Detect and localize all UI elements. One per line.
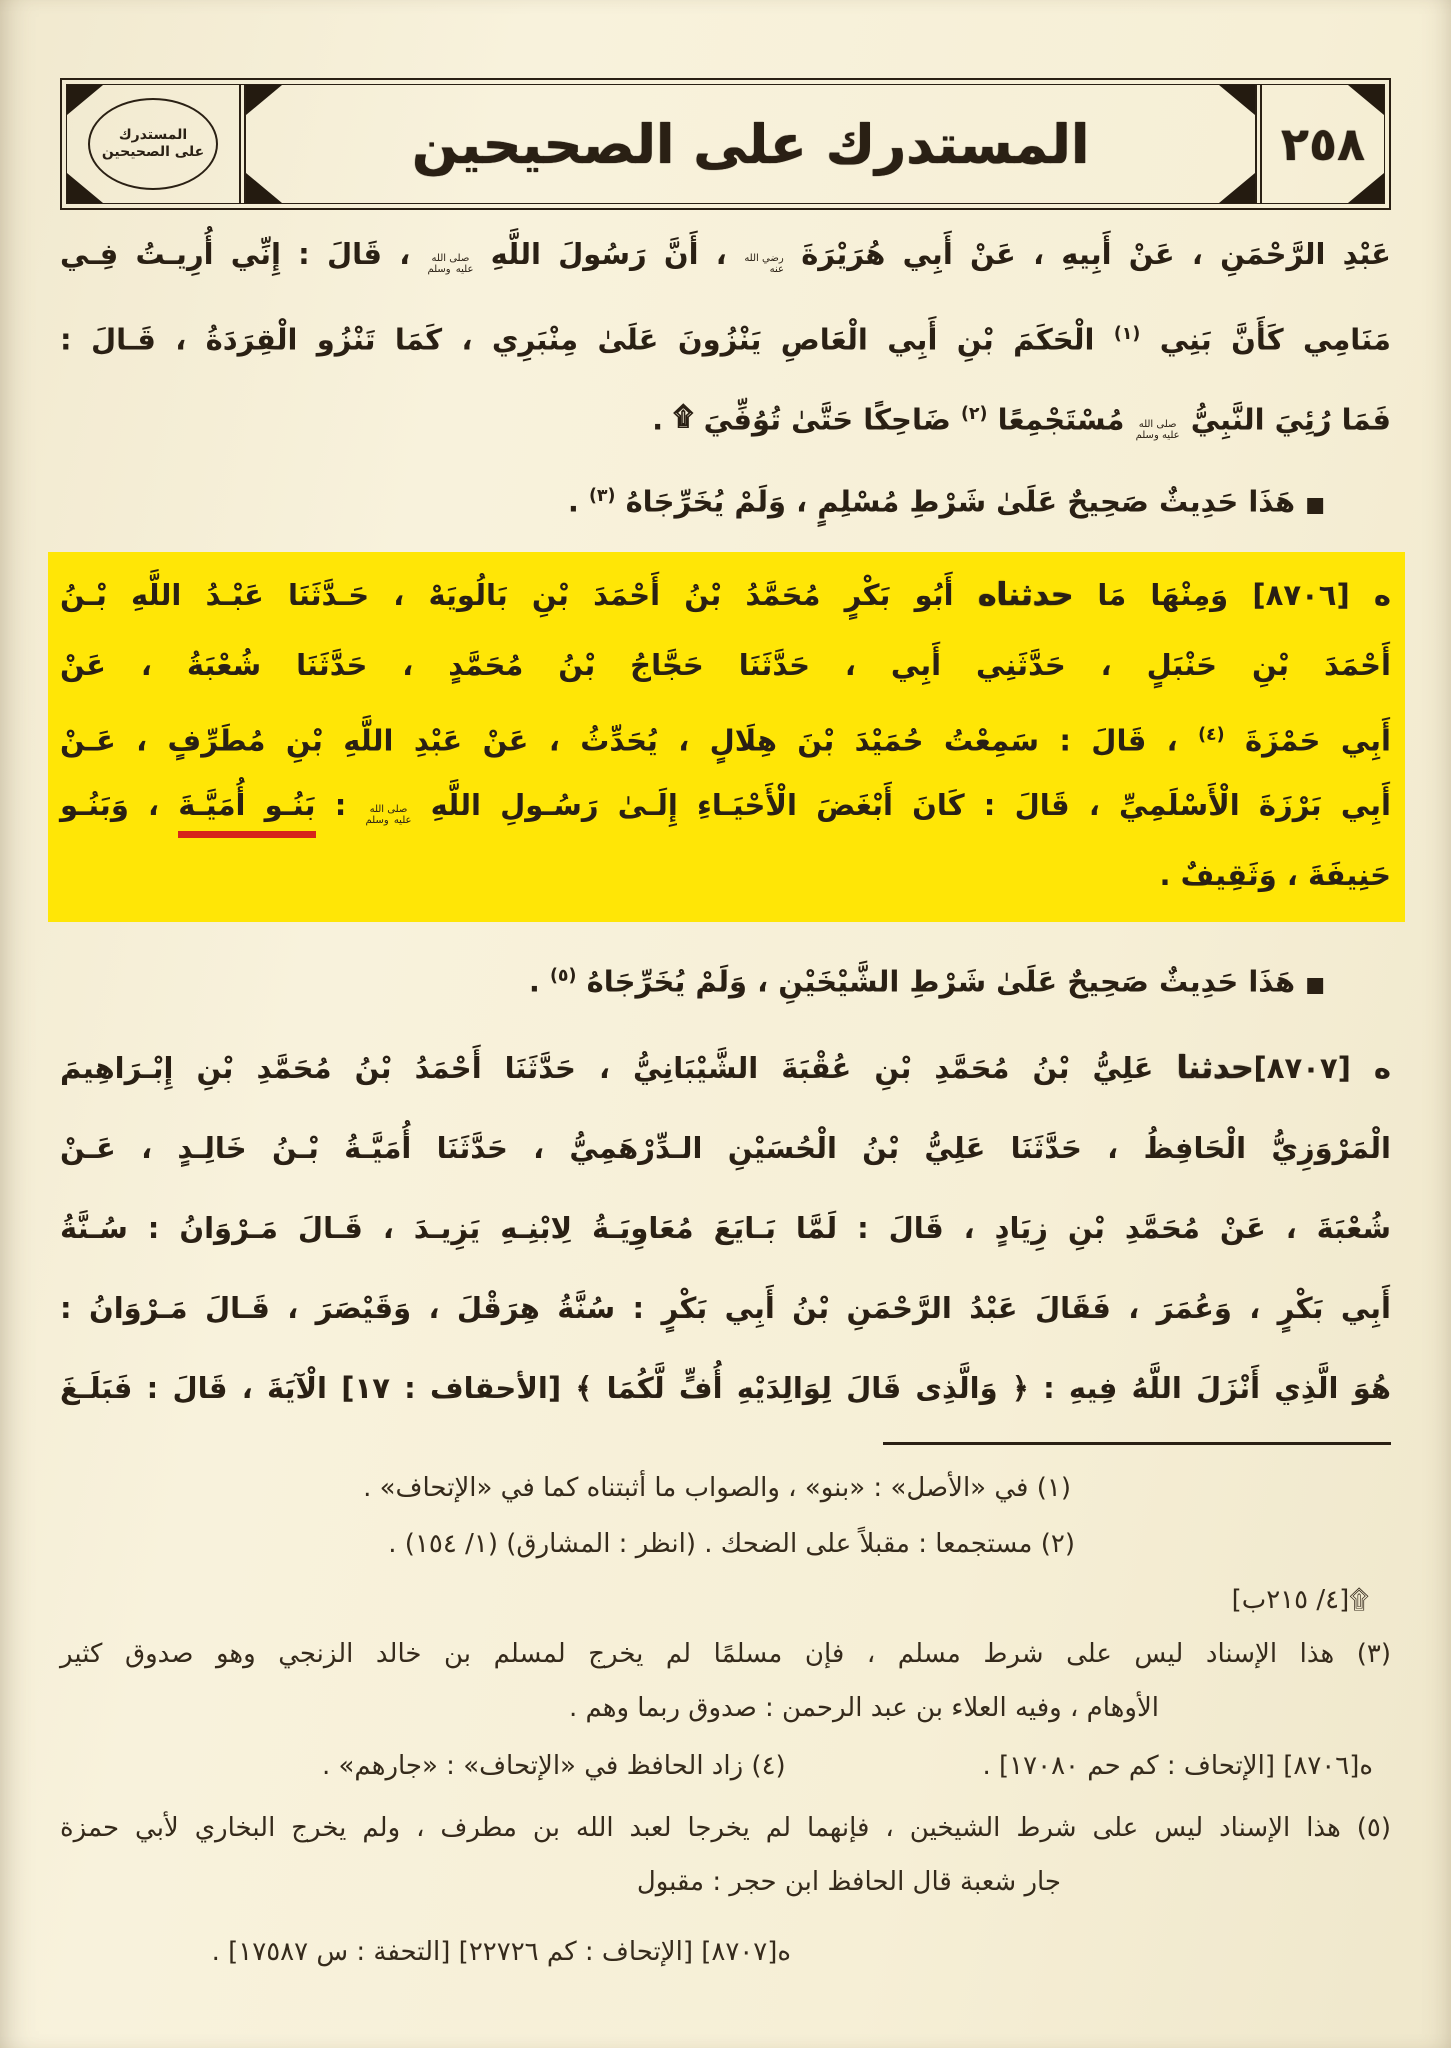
text-segment: حَنِيفَةَ ، وَثَقِيفٌ .	[1159, 858, 1391, 892]
book-logo	[88, 98, 218, 190]
page-header	[60, 78, 1391, 210]
hadith-8706-line-4	[60, 770, 1391, 840]
text-segment: فَمَا رُئِيَ النَّبِيُّ	[1180, 402, 1391, 437]
salla-allahu-alayhi-seal-icon: صلى الله عليه وسلم	[365, 804, 412, 826]
footnote-1: (١) في «الأصل» : «بنو» ، والصواب ما أثبتناه كما في «الإتحاف» .	[363, 1473, 1071, 1503]
rubric-haddathana: حدثنا	[1176, 1050, 1254, 1086]
text-segment: .	[652, 402, 674, 437]
text-segment: الْحَكَمَ بْنِ أَبِي الْعَاصِ يَنْزُونَ عَلَىٰ مِنْبَرِي ، كَمَا تَنْزُو الْقِرَدَةُ ، قَـالَ :	[60, 322, 1114, 357]
highlighted-hadith-8706	[48, 552, 1405, 922]
hadith-8706-line-3	[60, 700, 1391, 770]
corner-ornament-icon	[1219, 85, 1255, 115]
hadith-start-marker: ه	[1349, 578, 1391, 612]
hadith-8707-line-4	[60, 1268, 1391, 1348]
corner-ornament-icon	[1348, 173, 1384, 203]
hadith-8706-line-2	[60, 630, 1391, 700]
hadith-number: [٨٧٠٦]	[1252, 578, 1350, 612]
radi-allahu-anhu-seal-icon: رضي الله عنه	[744, 253, 784, 275]
corner-ornament-icon	[246, 85, 282, 115]
text-segment: [الأحقاف : ١٧] الْآيَةَ ، قَالَ : فَبَلَـغَ	[60, 1371, 576, 1405]
red-underlined-banu-umayya: بَنُـو أُمَيَّـةَ	[178, 788, 315, 838]
black-square-marker-icon: ■	[1305, 492, 1325, 517]
footnote-ref-4: (٤)	[1198, 725, 1225, 745]
corner-ornament-icon	[1348, 85, 1384, 115]
text-segment: .	[567, 484, 589, 519]
header-frame	[66, 84, 1385, 204]
hadith-8706-line-1	[60, 560, 1391, 630]
corner-ornament-icon	[246, 173, 282, 203]
hadith-8707-line-2	[60, 1108, 1391, 1188]
header-logo-cartouche	[67, 85, 246, 203]
takhrij-ref-8706: ه[٨٧٠٦] [الإتحاف : كم حم ١٧٠٨٠] .	[982, 1751, 1373, 1781]
grade-text: هَذَا حَدِيثٌ صَحِيحٌ عَلَىٰ شَرْطِ الشَّيْخَيْنِ ، وَلَمْ يُخَرِّجَاهُ	[576, 964, 1306, 999]
grade-line-8706	[60, 936, 1391, 1016]
corner-ornament-icon	[1219, 173, 1255, 203]
text-segment: وَمِنْهَا مَا	[1073, 578, 1253, 612]
text-segment: ، قَالَ : إِنِّي أُرِيـتُ فِـي	[60, 237, 428, 271]
header-title-cell	[246, 85, 1255, 203]
text-segment: أَبِي حَمْزَةَ	[1224, 723, 1391, 758]
hadith-8707-line-3	[60, 1188, 1391, 1268]
text-segment: أَبُو بَكْرٍ مُحَمَّدُ بْنُ أَحْمَدَ بْنِ بَالُويَهْ ، حَـدَّثَنَا عَبْـدُ اللَّهِ بْـنُ	[60, 578, 978, 612]
page-number: ٢٥٨	[1280, 117, 1366, 171]
footnote-separator	[883, 1442, 1391, 1445]
footnote-5-line-1: (٥) هذا الإسناد ليس على شرط الشيخين ، فإنهما لم يخرجا لعبد الله بن مطرف ، ولم يخرج البخاري لأبي حمزة	[60, 1813, 1391, 1843]
hadith-8706-line-5	[60, 840, 1391, 910]
salla-allahu-alayhi-seal-icon: صلى الله عليه وسلم	[1135, 418, 1180, 441]
corner-ornament-icon	[67, 173, 103, 203]
hadith-8707-line-1	[60, 1028, 1391, 1108]
book-logo-text-1: المستدرك	[118, 126, 188, 143]
text-segment: أَحْمَدَ بْنِ حَنْبَلٍ ، حَدَّثَنِي أَبِي ، حَدَّثَنَا حَجَّاجُ بْنُ مُحَمَّدٍ ، حَدَّثَنَا شُعْبَةُ ، عَنْ	[60, 648, 1391, 682]
footnote-5-line-2: جار شعبة قال الحافظ ابن حجر : مقبول	[636, 1867, 1061, 1897]
footnote-3-line-2: الأوهام ، وفيه العلاء بن عبد الرحمن : صدوق ربما وهم .	[568, 1693, 1159, 1723]
hadith-number: [٨٧٠٧]	[1253, 1051, 1351, 1085]
text-segment: هُوَ الَّذِي أَنْزَلَ اللَّهُ فِيهِ :	[1028, 1371, 1391, 1405]
hadith-8705-line-1	[60, 214, 1391, 294]
footnotes-section	[60, 1461, 1391, 1979]
page-body	[60, 214, 1391, 1428]
salla-allahu-alayhi-seal-icon: صلى الله عليه وسلم	[427, 253, 474, 275]
text-segment: عَلِيُّ بْنُ مُحَمَّدِ بْنِ عُقْبَةَ الشَّيْبَانِيُّ ، حَدَّثَنَا أَحْمَدُ بْنُ مُحَمَّدِ بْنِ إِبْـرَاهِيمَ	[60, 1051, 1177, 1085]
footnote-ref-3: (٣)	[588, 486, 616, 506]
quran-verse: ﴿ وَالَّذِى قَالَ لِوَالِدَيْهِ أُفٍّ لَّكُمَا ﴾	[575, 1371, 1029, 1405]
page-number-box	[1255, 85, 1384, 203]
rubric-haddathanahu: حدثناه	[977, 577, 1074, 613]
text-segment: :	[315, 788, 366, 822]
black-square-marker-icon: ■	[1305, 972, 1325, 997]
hadith-8707-line-5	[60, 1348, 1391, 1428]
footnote-ref-5: (٥)	[549, 966, 577, 986]
book-logo-text-2: على الصحيحين	[101, 144, 205, 160]
text-segment: أَبِي بَرْزَةَ الْأَسْلَمِيِّ ، قَالَ : كَانَ أَبْغَضَ الْأَحْيَـاءِ إِلَـىٰ رَسُـولِ اللَّهِ	[411, 788, 1391, 822]
corner-ornament-icon	[67, 85, 103, 115]
text-segment: أَبِي بَكْرٍ ، وَعُمَرَ ، فَقَالَ عَبْدُ الرَّحْمَنِ بْنُ أَبِي بَكْرٍ : سُنَّةُ هِرَقْلَ ، وَقَيْصَرَ ، قَـالَ مَـرْوَانُ :	[60, 1291, 1391, 1325]
hadith-8705-line-3	[60, 374, 1391, 454]
grade-line-8705	[60, 456, 1391, 536]
book-title: المستدرك على الصحيحين	[411, 112, 1090, 176]
footnote-2: (٢) مستجمعا : مقبلاً على الضحك . (انظر : المشارق) (١/ ١٥٤) .	[388, 1529, 1075, 1559]
text-segment: عَبْدِ الرَّحْمَنِ ، عَنْ أَبِيهِ ، عَنْ أَبِي هُرَيْرَةَ	[783, 237, 1391, 271]
text-segment: مَنَامِي كَأَنَّ بَنِي	[1140, 322, 1391, 357]
text-segment: مُسْتَجْمِعًا	[987, 402, 1135, 437]
takhrij-ref-8707: ه[٨٧٠٧] [الإتحاف : كم ٢٢٧٢٦] [التحفة : س ١٧٥٨٧] .	[211, 1937, 791, 1967]
text-segment: ، وَبَنُـو	[60, 788, 179, 822]
text-segment: ، قَالَ : سَمِعْتُ حُمَيْدَ بْنَ هِلَالٍ ، يُحَدِّثُ ، عَنْ عَبْدِ اللَّهِ بْنِ مُطَرِّفٍ ، عَـنْ	[60, 723, 1199, 758]
text-segment: ضَاحِكًا حَتَّىٰ تُوُفِّيَ	[693, 402, 961, 437]
grade-text: هَذَا حَدِيثٌ صَحِيحٌ عَلَىٰ شَرْطِ مُسْلِمٍ ، وَلَمْ يُخَرِّجَاهُ	[615, 484, 1306, 519]
footnote-row-4	[60, 1739, 1391, 1793]
text-segment: .	[528, 964, 550, 999]
lamp-marker-icon: ۩	[673, 400, 694, 432]
folio-marker: ۩[٤/ ٢١٥ب]	[1231, 1585, 1369, 1615]
hadith-start-marker: ه	[1350, 1051, 1392, 1085]
text-segment: شُعْبَةَ ، عَنْ مُحَمَّدِ بْنِ زِيَادٍ ، قَالَ : لَمَّا بَـايَعَ مُعَاوِيَـةُ لِابْنِـهِ يَزِيـدَ ، قَـالَ مَـرْوَانُ : سُـنَّةُ	[60, 1211, 1391, 1245]
footnote-4: (٤) زاد الحافظ في «الإتحاف» : «جارهم» .	[322, 1751, 786, 1781]
text-segment: الْمَرْوَزِيُّ الْحَافِظُ ، حَدَّثَنَا عَلِيُّ بْنُ الْحُسَيْنِ الـدِّرْهَمِيُّ ، حَدَّثَنَا أُمَيَّـةُ بْـنُ خَالِـدٍ ، عَـنْ	[60, 1131, 1391, 1165]
footnote-ref-2: (٢)	[960, 404, 988, 424]
hadith-8705-line-2	[60, 294, 1391, 374]
footnote-ref-1: (١)	[1113, 324, 1141, 344]
footnote-3-line-1: (٣) هذا الإسناد ليس على شرط مسلم ، فإن مسلمًا لم يخرج لمسلم بن خالد الزنجي وهو صدوق كثير	[60, 1639, 1391, 1669]
text-segment: ، أَنَّ رَسُولَ اللَّهِ	[473, 237, 744, 271]
